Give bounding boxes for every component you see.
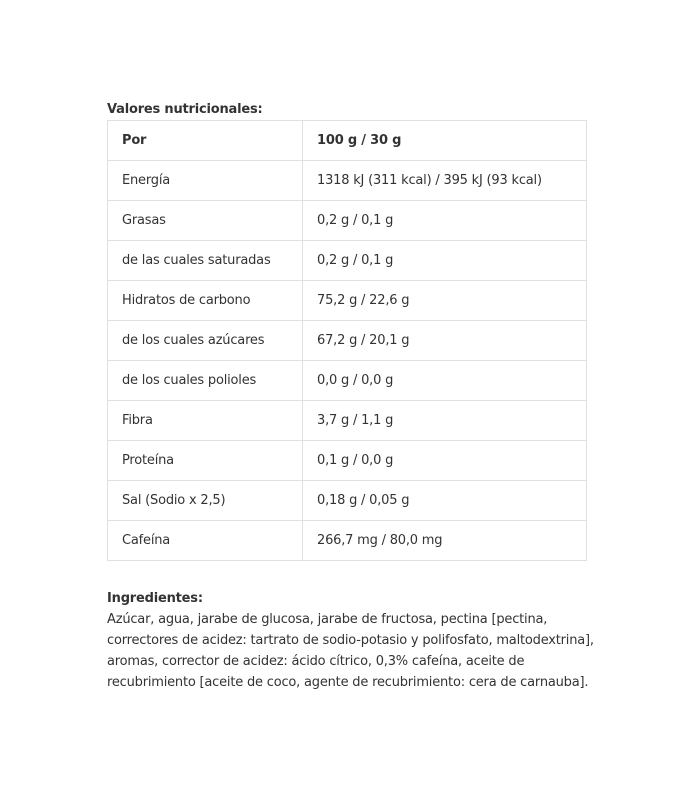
nutrient-value: 75,2 g / 22,6 g — [303, 281, 587, 321]
table-row — [108, 241, 587, 281]
table-row — [108, 401, 587, 441]
ingredients-title: Ingredientes: — [107, 591, 203, 606]
nutrition-header-label: Por — [108, 121, 303, 161]
nutrition-title: Valores nutricionales: — [107, 102, 263, 117]
nutrition-header-row — [108, 121, 587, 161]
nutrient-value: 266,7 mg / 80,0 mg — [303, 521, 587, 561]
table-row — [108, 281, 587, 321]
nutrient-value: 0,2 g / 0,1 g — [303, 241, 587, 281]
nutrition-header-value: 100 g / 30 g — [303, 121, 587, 161]
nutrient-label: Grasas — [108, 201, 303, 241]
table-row — [108, 161, 587, 201]
nutrient-value: 3,7 g / 1,1 g — [303, 401, 587, 441]
nutrient-value: 67,2 g / 20,1 g — [303, 321, 587, 361]
ingredients-text: Azúcar, agua, jarabe de glucosa, jarabe de fructosa, pectina [pectina, correctores de acidez: tartrato de sodio-potasio y polifosfato, maltodextrina], aromas, corrector de acidez: ácido cítrico, 0,3% cafeína, aceite de recubrimiento [aceite de coco, agente de recubrimiento: cera de carnauba]. — [107, 612, 594, 690]
table-row — [108, 201, 587, 241]
nutrient-label: de las cuales saturadas — [108, 241, 303, 281]
nutrient-value: 1318 kJ (311 kcal) / 395 kJ (93 kcal) — [303, 161, 587, 201]
nutrient-label: Hidratos de carbono — [108, 281, 303, 321]
ingredients-section — [107, 591, 597, 693]
nutrient-value: 0,0 g / 0,0 g — [303, 361, 587, 401]
nutrient-label: de los cuales azúcares — [108, 321, 303, 361]
table-row — [108, 361, 587, 401]
nutrient-value: 0,2 g / 0,1 g — [303, 201, 587, 241]
table-row — [108, 481, 587, 521]
nutrient-value: 0,1 g / 0,0 g — [303, 441, 587, 481]
nutrient-label: Fibra — [108, 401, 303, 441]
nutrient-label: de los cuales polioles — [108, 361, 303, 401]
table-row — [108, 521, 587, 561]
table-row — [108, 441, 587, 481]
product-info — [107, 102, 597, 693]
nutrient-label: Sal (Sodio x 2,5) — [108, 481, 303, 521]
nutrient-label: Cafeína — [108, 521, 303, 561]
table-row — [108, 321, 587, 361]
nutrition-table — [107, 120, 587, 561]
nutrient-value: 0,18 g / 0,05 g — [303, 481, 587, 521]
nutrient-label: Energía — [108, 161, 303, 201]
nutrient-label: Proteína — [108, 441, 303, 481]
